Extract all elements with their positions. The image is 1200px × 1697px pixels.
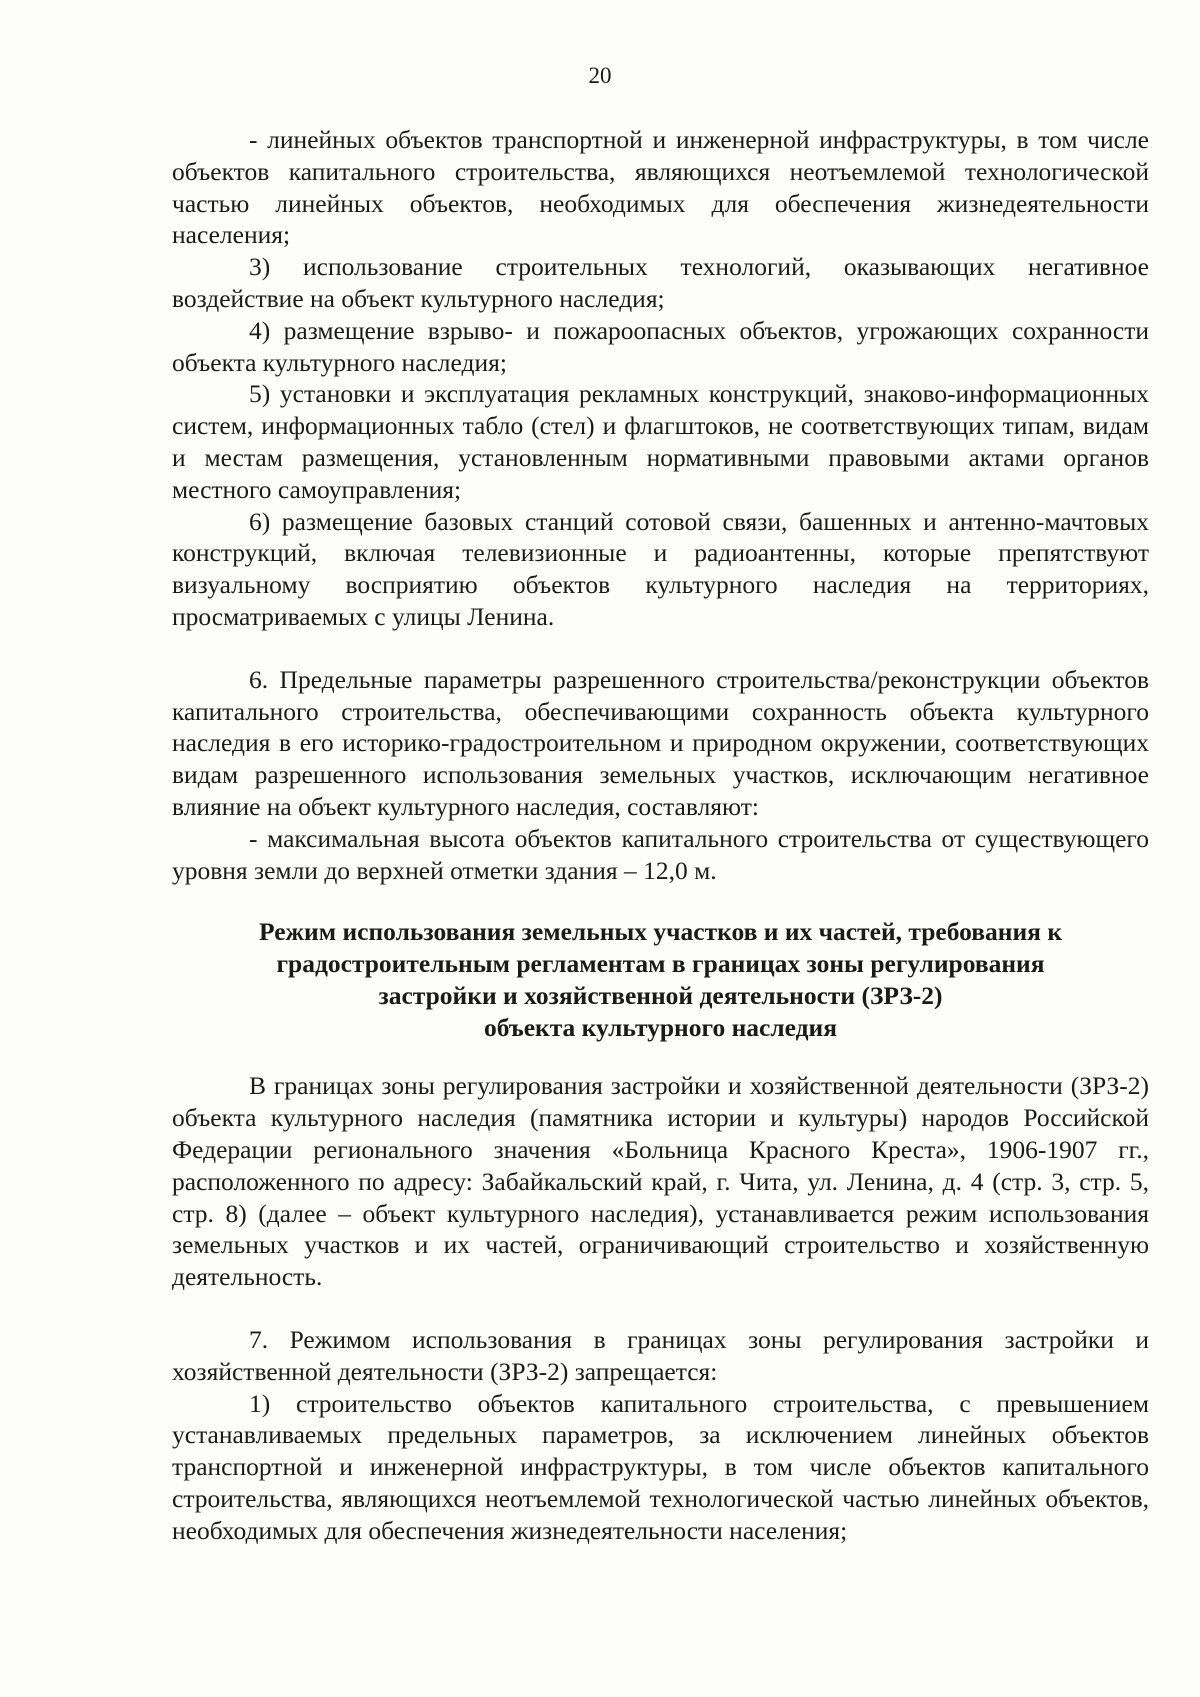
page-number: 20: [588, 63, 612, 88]
paragraph-section-7: 7. Режимом использования в границах зоны регулирования застройки и хозяйственной деятельности (ЗРЗ-2) запрещается:: [172, 1324, 1149, 1386]
paragraph-item-4: 4) размещение взрыво- и пожароопасных объектов, угрожающих сохранности объекта культурного наследия;: [172, 315, 1149, 377]
heading-line-4: объекта культурного наследия: [483, 1013, 838, 1043]
paragraph-item-5: 5) установки и эксплуатация рекламных конструкций, знаково-информационных систем, информационных табло (стел) и флагштоков, не соответствующих типам, видам и местам размещения, установленным нормативными правовыми актами органов местного самоуправления;: [172, 379, 1149, 504]
paragraph-item-6: 6) размещение базовых станций сотовой связи, башенных и антенно-мачтовых конструкций, включая телевизионные и радиоантенны, которые препятствуют визуальному восприятию объектов культурного наследия на территориях, просматриваемых с улицы Ленина.: [172, 506, 1149, 631]
paragraph-section-6: 6. Предельные параметры разрешенного строительства/реконструкции объектов капитального строительства, обеспечивающими сохранность объекта культурного наследия в его историко-градостроительном и природном окружении, соответствующих видам разрешенного использования земельных участков, исключающим негативное влияние на объект культурного наследия, составляют:: [172, 664, 1149, 821]
paragraph-zrz2-intro: В границах зоны регулирования застройки и хозяйственной деятельности (ЗРЗ-2) объекта культурного наследия (памятника истории и культуры) народов Российской Федерации регионального значения «Больница Красного Креста», 1906-1907 гг., расположенного по адресу: Забайкальский край, г. Чита, ул. Ленина, д. 4 (стр. 3, стр. 5, стр. 8) (далее – объект культурного наследия), устанавливается режим использования земельных участков и их частей, ограничивающий строительство и хозяйственную деятельность.: [172, 1071, 1149, 1292]
heading-line-3: застройки и хозяйственной деятельности (ЗРЗ-2): [378, 981, 943, 1011]
paragraph-section-7-item-1: 1) строительство объектов капитального строительства, с превышением устанавливаемых предельных параметров, за исключением линейных объектов транспортной и инженерной инфраструктуры, в том числе объектов капитального строительства, являющихся неотъемлемой технологической частью линейных объектов, необходимых для обеспечения жизнедеятельности населения;: [172, 1388, 1149, 1545]
paragraph-item-3: 3) использование строительных технологий, оказывающих негативное воздействие на объект культурного наследия;: [172, 252, 1149, 313]
heading-line-1: Режим использования земельных участков и их частей, требования к: [258, 917, 1063, 947]
paragraph-max-height: - максимальная высота объектов капитального строительства от существующего уровня земли до верхней отметки здания – 12,0 м.: [172, 823, 1149, 885]
document-body: [172, 124, 1149, 1546]
section-heading: [172, 916, 1149, 1044]
paragraph-linear-objects: - линейных объектов транспортной и инженерной инфраструктуры, в том числе объектов капитального строительства, являющихся неотъемлемой технологической частью линейных объектов, необходимых для обеспечения жизнедеятельности населения;: [172, 125, 1149, 250]
heading-line-2: градостроительным регламентам в границах зоны регулирования: [276, 949, 1045, 979]
